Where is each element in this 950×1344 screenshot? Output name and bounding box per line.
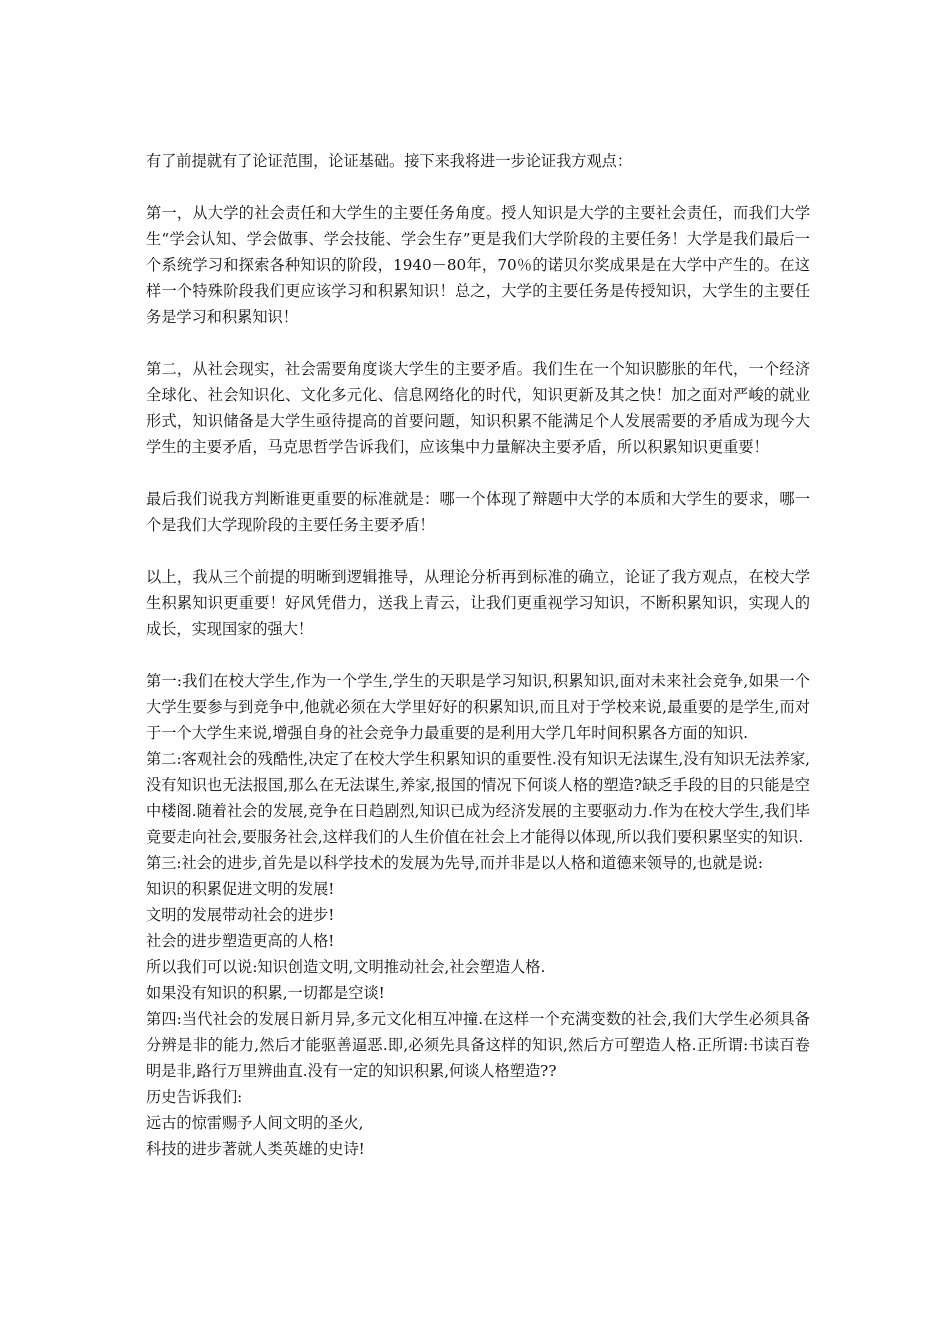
section-point-one: 第一:我们在校大学生,作为一个学生,学生的天职是学习知识,积累知识,面对未来社会竞争,如果一个大学生要参与到竞争中,他就必须在大学里好好的积累知识,而且对于学校来说,最重要的是学生,而对于一个大学生来说,增强自身的社会竞争力最重要的是利用大学几年时间积累各方面的知识.	[146, 672, 810, 742]
paragraph-gap	[146, 174, 810, 200]
chain-line-1: 知识的积累促进文明的发展!	[146, 880, 335, 898]
chain-line-3: 社会的进步塑造更高的人格!	[146, 932, 335, 950]
paragraph-gap	[146, 330, 810, 356]
standard-paragraph: 最后我们说我方判断谁更重要的标准就是：哪一个体现了辩题中大学的本质和大学生的要求，哪一个是我们大学现阶段的主要任务主要矛盾！	[146, 490, 810, 534]
history-intro-line: 历史告诉我们:	[146, 1088, 243, 1106]
point-two-paragraph: 第二，从社会现实，社会需要角度谈大学生的主要矛盾。我们生在一个知识膨胀的年代，一个经济全球化、社会知识化、文化多元化、信息网络化的时代，知识更新及其之快！加之面对严峻的就业形式，知识储备是大学生亟待提高的首要问题，知识积累不能满足个人发展需要的矛盾成为现今大学生的主要矛盾，马克思哲学告诉我们，应该集中力量解决主要矛盾，所以积累知识更重要！	[146, 360, 810, 456]
section-point-two: 第二:客观社会的残酷性,决定了在校大学生积累知识的重要性.没有知识无法谋生,没有知识无法养家,没有知识也无法报国,那么在无法谋生,养家,报国的情况下何谈人格的塑造?缺乏手段的目的只能是空中楼阁.随着社会的发展,竞争在日趋剧烈,知识已成为经济发展的主要驱动力.作为在校大学生,我们毕竟要走向社会,要服务社会,这样我们的人生价值在社会上才能得以体现,所以我们要积累坚实的知识.	[146, 750, 810, 846]
chain-conclusion-line: 如果没有知识的积累,一切都是空谈!	[146, 984, 385, 1002]
chain-line-2: 文明的发展带动社会的进步!	[146, 906, 335, 924]
document-body	[146, 148, 810, 1162]
section-point-three: 第三:社会的进步,首先是以科学技术的发展为先导,而并非是以人格和道德来领导的,也就是说:	[146, 854, 764, 872]
intro-paragraph: 有了前提就有了论证范围，论证基础。接下来我将进一步论证我方观点：	[146, 152, 632, 170]
paragraph-gap	[146, 538, 810, 564]
section-point-four: 第四:当代社会的发展日新月异,多元文化相互冲撞.在这样一个充满变数的社会,我们大学生必须具备分辨是非的能力,然后才能驱善逼恶.即,必须先具备这样的知识,然后方可塑造人格.正所谓:书读百卷明是非,路行万里辨曲直.没有一定的知识积累,何谈人格塑造??	[146, 1010, 810, 1080]
paragraph-gap	[146, 642, 810, 668]
poem-line-2: 科技的进步著就人类英雄的史诗!	[146, 1140, 365, 1158]
point-one-paragraph: 第一，从大学的社会责任和大学生的主要任务角度。授人知识是大学的主要社会责任，而我们大学生“学会认知、学会做事、学会技能、学会生存”更是我们大学阶段的主要任务！大学是我们最后一个系统学习和探索各种知识的阶段，1940－80年，70％的诺贝尔奖成果是在大学中产生的。在这样一个特殊阶段我们更应该学习和积累知识！总之，大学的主要任务是传授知识，大学生的主要任务是学习和积累知识！	[146, 204, 810, 326]
chain-summary-line: 所以我们可以说:知识创造文明,文明推动社会,社会塑造人格.	[146, 958, 546, 976]
paragraph-gap	[146, 460, 810, 486]
poem-line-1: 远古的惊雷赐予人间文明的圣火,	[146, 1114, 364, 1132]
conclusion-paragraph: 以上，我从三个前提的明晰到逻辑推导，从理论分析再到标准的确立，论证了我方观点，在校大学生积累知识更重要！好风凭借力，送我上青云，让我们更重视学习知识，不断积累知识，实现人的成长，实现国家的强大！	[146, 568, 810, 638]
